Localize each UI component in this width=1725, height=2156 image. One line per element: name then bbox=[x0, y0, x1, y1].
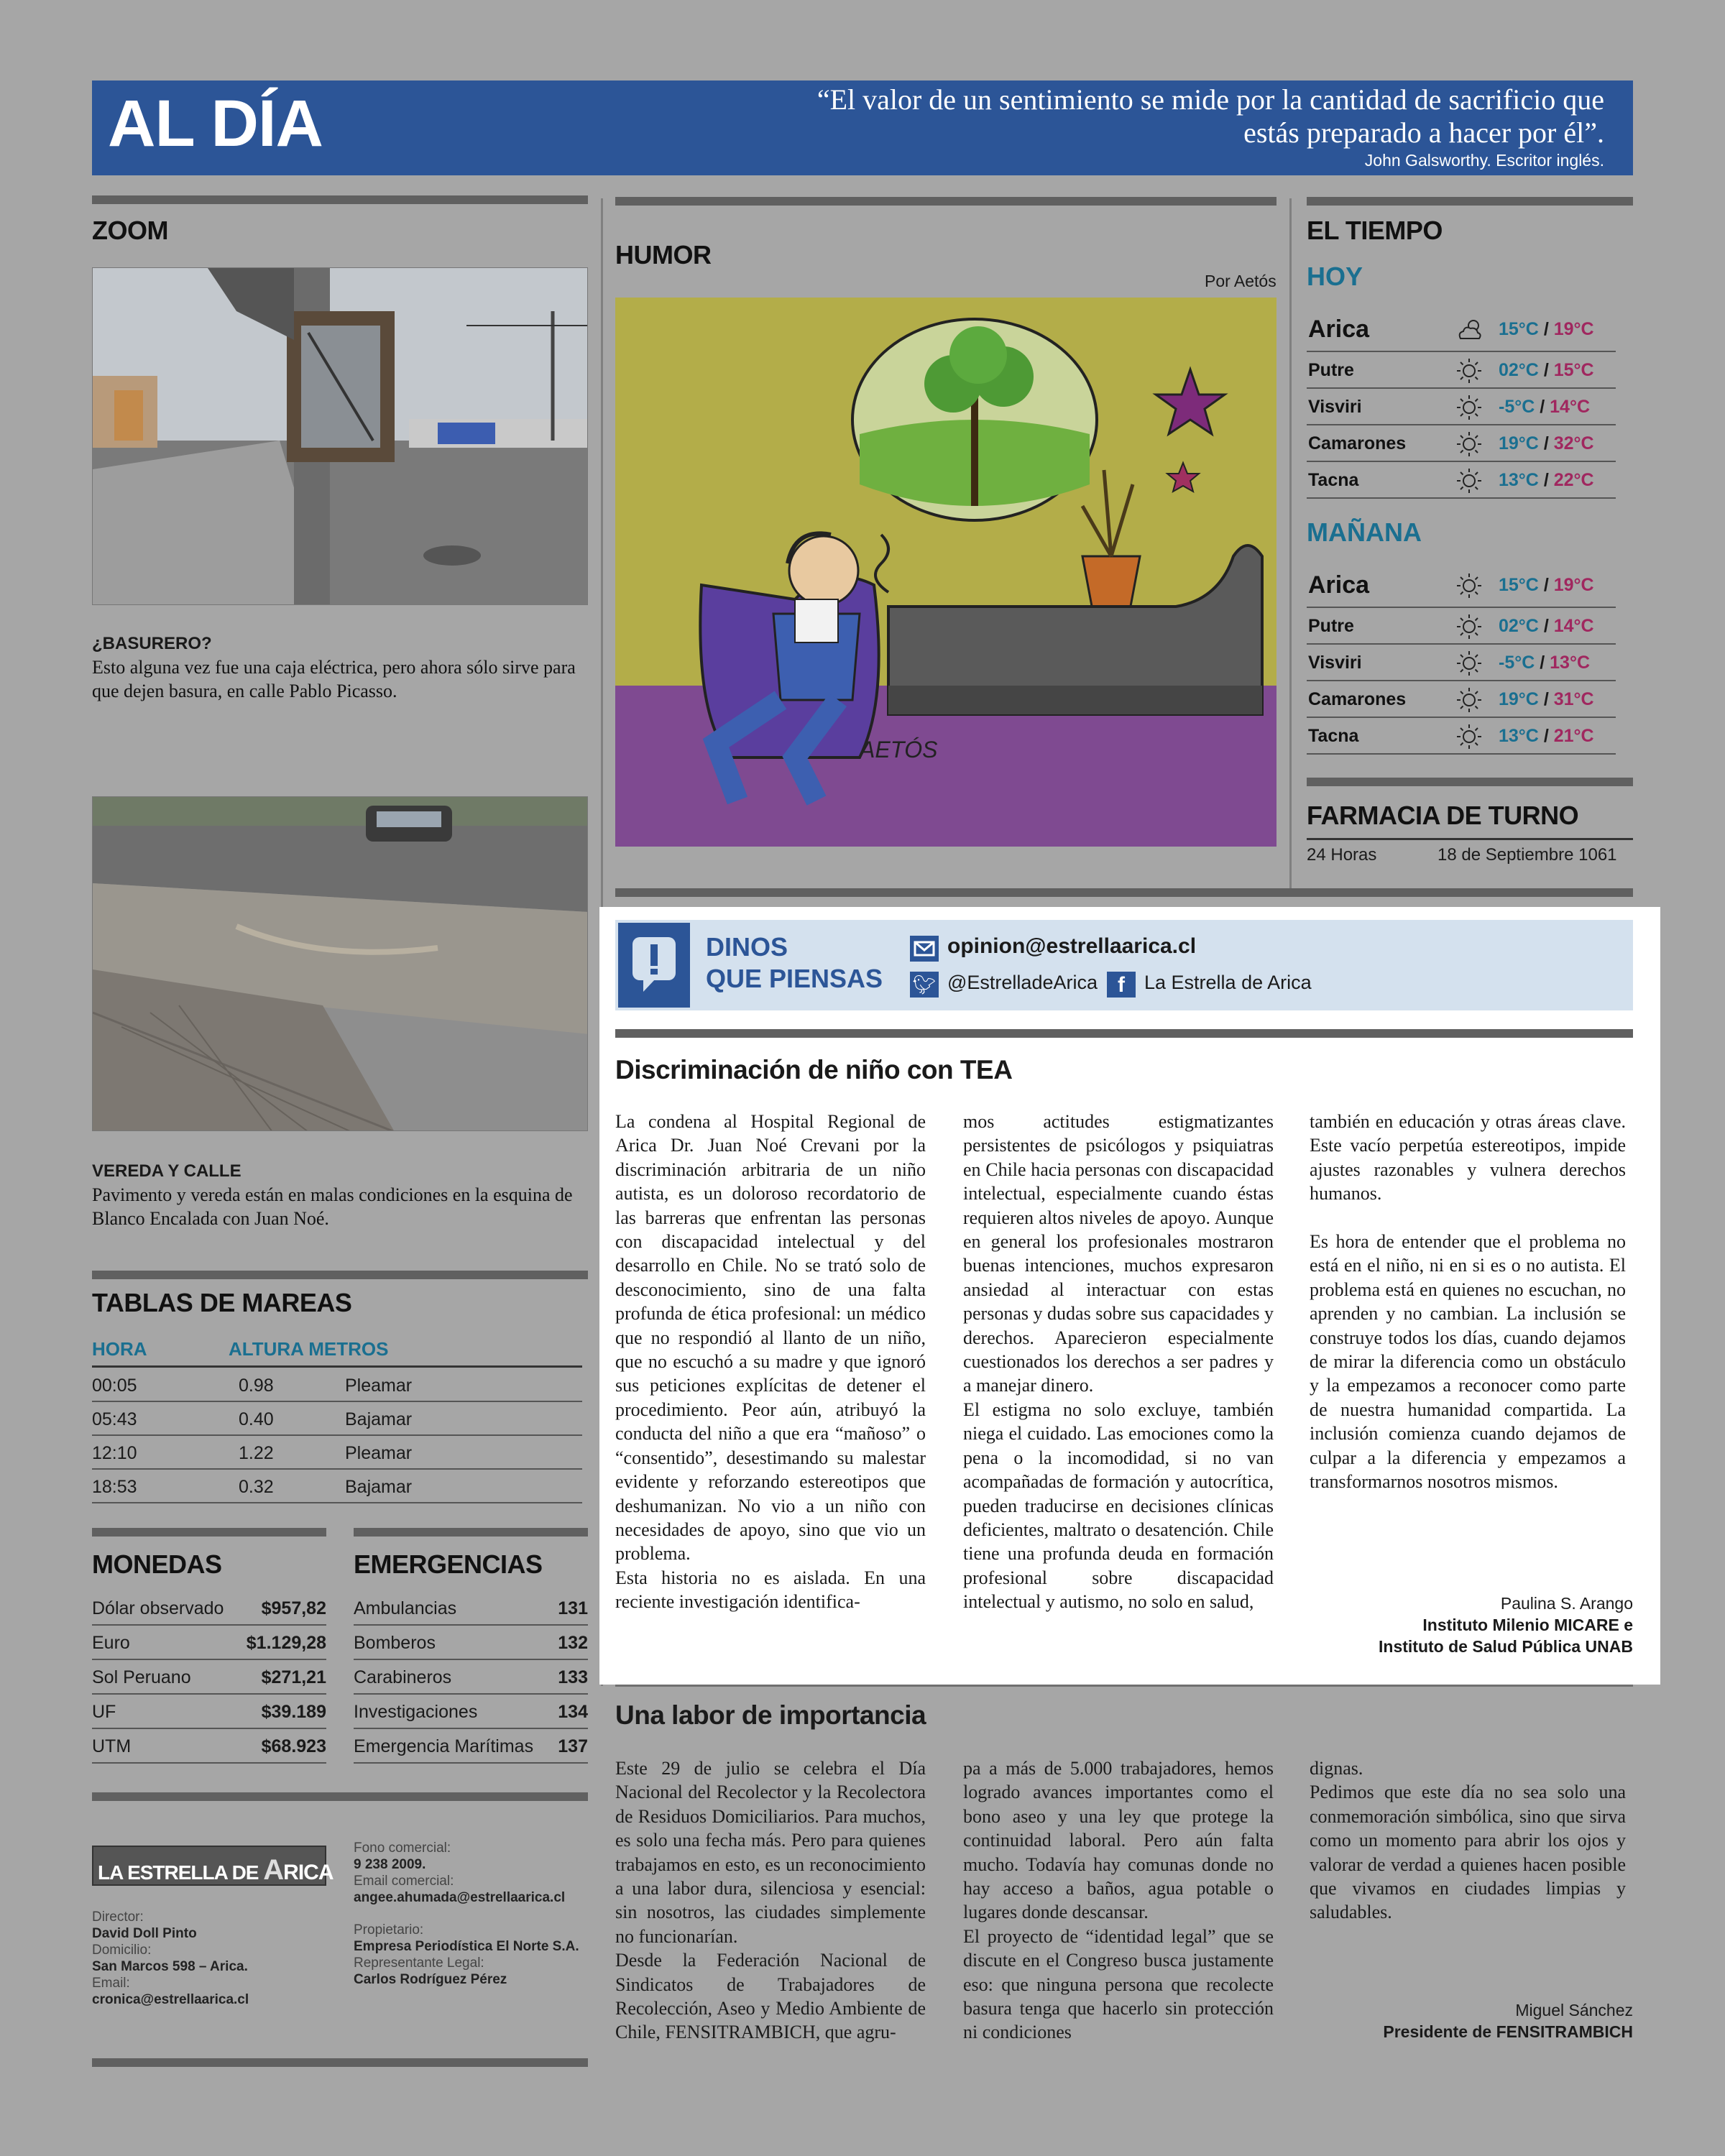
section-rule bbox=[92, 195, 588, 204]
tide-hour: 12:10 bbox=[92, 1443, 137, 1463]
header-quote: “El valor de un sentimiento se mide por la cantidad de sacrificio que estás preparado a hacer por él”. bbox=[816, 83, 1604, 149]
currency-value: $68.923 bbox=[261, 1736, 326, 1756]
weather-temps bbox=[1499, 397, 1590, 418]
comm-email-value[interactable]: angee.ahumada@estrellaarica.cl bbox=[354, 1890, 566, 1905]
cartoon-signature: AETÓS bbox=[860, 737, 938, 763]
temp-separator: / bbox=[1543, 616, 1549, 636]
weather-tomorrow-label: MAÑANA bbox=[1307, 517, 1422, 547]
sun-icon bbox=[1455, 649, 1484, 678]
logo-text: LA ESTRELLA DE ARICA bbox=[98, 1854, 334, 1886]
weather-max-temp: 14°C bbox=[1553, 616, 1594, 636]
director-name: David Doll Pinto bbox=[92, 1926, 197, 1941]
tide-type: Bajamar bbox=[345, 1477, 413, 1497]
letter2-column: dignas. Pedimos que este día no sea solo una conmemoración simbólica, sino que sirva como un momento para abrir los ojos y valorar de verdad a quienes hacen posible que vivamos en ciudades limpias y saludables. bbox=[1310, 1758, 1626, 1923]
tide-hour: 00:05 bbox=[92, 1376, 137, 1396]
weather-min-temp: 19°C bbox=[1499, 689, 1539, 709]
tides-col-height: ALTURA METROS bbox=[229, 1338, 389, 1360]
section-rule bbox=[615, 197, 1276, 206]
weather-temps bbox=[1499, 433, 1594, 454]
sun-icon bbox=[1455, 466, 1484, 495]
weather-city: Tacna bbox=[1308, 470, 1359, 490]
weather-today-label: HOY bbox=[1307, 262, 1363, 291]
section-rule bbox=[354, 1528, 588, 1537]
letter1-column: La condena al Hospital Regional de Arica Dr. Juan Noé Crevani por la discriminación arbitraria de un niño autista, es un doloroso recordatorio de las barreras que enfrentan las personas con discapacidad intelectual y del desarrollo en Chile. No se trató solo de desconocimiento, sino de una falta profunda de ética profesional: un médico que no respondió al llanto de un niño, que no escuchó a su madre y que ignoró sus peticiones explícitas de detener el procedimiento. Peor aún, atribuyó la conducta del niño a que era “mañoso” o “consentido”, desestimando su malestar evidente y reforzando estereotipos que deshumanizan. No vio a un niño con necesidades de apoyo, sino que vio un problema. Esta historia no es aislada. En una reciente investigación identifica- bbox=[615, 1111, 926, 1613]
comm-email-label: Email comercial: bbox=[354, 1874, 454, 1889]
weather-min-temp: -5°C bbox=[1499, 653, 1535, 673]
weather-row-tomorrow bbox=[1307, 563, 1616, 608]
weather-temps bbox=[1499, 689, 1594, 710]
section-rule bbox=[615, 888, 1633, 897]
weather-min-temp: 02°C bbox=[1499, 616, 1539, 636]
director-label: Director: bbox=[92, 1909, 144, 1925]
emergency-name: Carabineros bbox=[354, 1667, 452, 1687]
pharmacy-title: FARMACIA DE TURNO bbox=[1307, 801, 1579, 830]
quote-author: John Galsworthy. Escritor inglés. bbox=[1364, 151, 1604, 170]
weather-max-temp: 15°C bbox=[1553, 360, 1594, 380]
section-rule bbox=[615, 1029, 1633, 1038]
letter1-author: Paulina S. Arango bbox=[1500, 1594, 1633, 1613]
sun-icon bbox=[1455, 356, 1484, 385]
section-rule bbox=[92, 2058, 588, 2067]
zoom-photo-electric-box bbox=[92, 267, 588, 605]
emergency-title: EMERGENCIAS bbox=[354, 1549, 543, 1579]
zoom-item1-title: ¿BASURERO? bbox=[92, 634, 212, 653]
emergency-name: Ambulancias bbox=[354, 1598, 457, 1618]
temp-separator: / bbox=[1543, 360, 1549, 380]
weather-city: Camarones bbox=[1308, 433, 1407, 453]
weather-max-temp: 13°C bbox=[1550, 653, 1590, 673]
letter2-column: pa a más de 5.000 trabajadores, hemos logrado avances importantes como el bono aseo y una ley que protege la continuidad laboral. Pero aún falta mucho. Todavía hay comunas donde no hay acceso a baños, agua potable o lugares donde descansar. El proyecto de “identidad legal” que se discute en el Congreso busca justamente eso: que ninguna persona que recolecte basura tenga que hacerlo sin protección ni condiciones bbox=[963, 1758, 1274, 2043]
dinos-title-line2: QUE PIENSAS bbox=[706, 964, 883, 993]
currency-name: UF bbox=[92, 1702, 116, 1722]
letter2-column: Este 29 de julio se celebra el Día Nacional del Recolector y la Recolectora de Residuos Domiciliarios. Para muchos, es solo una fecha más. Pero para quienes trabajamos en esto, es un reconocimiento a una labor dura, silenciosa y esencial: sin nosotros, las ciudades simplemente no funcionarían. Desde la Federación Nacional de Sindicatos de Trabajadores de Recolección, Aseo y Medio Ambiente de Chile, FENSITRAMBICH, que agru- bbox=[615, 1758, 926, 2043]
emergency-row bbox=[354, 1626, 588, 1660]
weather-temps bbox=[1499, 726, 1594, 747]
tide-row bbox=[92, 1436, 582, 1470]
zoom-item1-caption: Esto alguna vez fue una caja eléctrica, pero ahora sólo sirve para que dejen basura, en calle Pablo Picasso. bbox=[92, 657, 576, 701]
weather-city: Arica bbox=[1308, 571, 1370, 599]
zoom-photo-sidewalk bbox=[92, 796, 588, 1131]
weather-city: Putre bbox=[1308, 616, 1354, 636]
twitter-icon: 🐦︎ bbox=[910, 972, 939, 998]
tide-height: 0.98 bbox=[239, 1376, 274, 1396]
owner-value: Empresa Periodística El Norte S.A. bbox=[354, 1939, 579, 1954]
tide-type: Pleamar bbox=[345, 1443, 413, 1463]
currency-row bbox=[92, 1660, 326, 1695]
dinos-title-line1: DINOS bbox=[706, 932, 788, 962]
emergency-number: 137 bbox=[558, 1736, 588, 1756]
section-rule bbox=[92, 1271, 588, 1279]
section-rule bbox=[92, 1792, 588, 1801]
zoom-item2-caption: Pavimento y vereda están en malas condiciones en la esquina de Blanco Encalada con Juan Noé. bbox=[92, 1184, 573, 1229]
weather-min-temp: 13°C bbox=[1499, 726, 1539, 746]
letter1-signature bbox=[1379, 1593, 1633, 1657]
table-header-rule bbox=[92, 1365, 582, 1368]
temp-separator: / bbox=[1543, 470, 1549, 490]
tides-title: TABLAS DE MAREAS bbox=[92, 1288, 352, 1317]
weather-city: Camarones bbox=[1308, 689, 1407, 709]
speech-exclamation-icon bbox=[618, 923, 690, 1008]
temp-separator: / bbox=[1540, 397, 1545, 417]
letter2-author: Miguel Sánchez bbox=[1515, 2001, 1633, 2019]
sun-icon bbox=[1455, 612, 1484, 641]
temp-separator: / bbox=[1543, 575, 1549, 595]
weather-temps bbox=[1499, 319, 1594, 340]
weather-max-temp: 31°C bbox=[1553, 689, 1594, 709]
pharmacy-hours: 24 Horas bbox=[1307, 845, 1377, 865]
weather-row-tomorrow bbox=[1307, 608, 1616, 645]
letter1-title: Discriminación de niño con TEA bbox=[615, 1055, 1013, 1084]
emergency-name: Investigaciones bbox=[354, 1702, 478, 1722]
weather-row-today bbox=[1307, 425, 1616, 462]
tide-height: 0.32 bbox=[239, 1477, 274, 1497]
pharmacy-address: 18 de Septiembre 1061 bbox=[1438, 845, 1617, 865]
humor-cartoon bbox=[615, 298, 1276, 847]
weather-min-temp: 15°C bbox=[1499, 319, 1539, 339]
weather-city: Visviri bbox=[1308, 653, 1362, 673]
weather-temps bbox=[1499, 470, 1594, 491]
legal-value: Carlos Rodríguez Pérez bbox=[354, 1972, 507, 1987]
emergency-number: 131 bbox=[558, 1598, 588, 1618]
weather-row-today bbox=[1307, 462, 1616, 499]
column-divider bbox=[1289, 198, 1292, 888]
weather-max-temp: 21°C bbox=[1553, 726, 1594, 746]
weather-temps bbox=[1499, 653, 1590, 673]
twitter-link[interactable]: @EstrelladeArica bbox=[947, 972, 1098, 993]
weather-row-tomorrow bbox=[1307, 681, 1616, 718]
newspaper-logo bbox=[92, 1846, 334, 1886]
emergency-name: Bomberos bbox=[354, 1633, 436, 1653]
weather-min-temp: -5°C bbox=[1499, 397, 1535, 417]
letter2-signature bbox=[1383, 1999, 1633, 2042]
section-rule bbox=[92, 1528, 326, 1537]
currency-title: MONEDAS bbox=[92, 1549, 222, 1579]
currency-row bbox=[92, 1695, 326, 1729]
tide-type: Pleamar bbox=[345, 1376, 413, 1396]
weather-min-temp: 19°C bbox=[1499, 433, 1539, 453]
humor-title: HUMOR bbox=[615, 240, 712, 270]
emergency-number: 134 bbox=[558, 1702, 588, 1722]
tide-type: Bajamar bbox=[345, 1409, 413, 1429]
masthead-commercial bbox=[354, 1840, 579, 1988]
weather-row-today bbox=[1307, 389, 1616, 425]
facebook-icon: f bbox=[1107, 972, 1136, 998]
tide-hour: 18:53 bbox=[92, 1477, 137, 1497]
currency-value: $39.189 bbox=[261, 1702, 326, 1722]
currency-row bbox=[92, 1591, 326, 1626]
letter2-affiliation: Presidente de FENSITRAMBICH bbox=[1383, 2022, 1633, 2041]
currency-name: Dólar observado bbox=[92, 1598, 224, 1618]
weather-max-temp: 32°C bbox=[1553, 433, 1594, 453]
tides-col-hour: HORA bbox=[92, 1338, 147, 1360]
section-title: AL DÍA bbox=[108, 87, 323, 160]
sun-icon bbox=[1455, 430, 1484, 459]
temp-separator: / bbox=[1543, 689, 1549, 709]
section-rule bbox=[615, 1685, 1633, 1687]
emergency-name: Emergencia Marítimas bbox=[354, 1736, 534, 1756]
weather-temps bbox=[1499, 616, 1594, 637]
facebook-link[interactable]: La Estrella de Arica bbox=[1144, 972, 1312, 993]
currency-row bbox=[92, 1626, 326, 1660]
tide-hour: 05:43 bbox=[92, 1409, 137, 1429]
section-rule bbox=[1307, 197, 1633, 206]
address-value: San Marcos 598 – Arica. bbox=[92, 1959, 248, 1974]
weather-max-temp: 22°C bbox=[1553, 470, 1594, 490]
weather-title: EL TIEMPO bbox=[1307, 216, 1443, 245]
emergency-row bbox=[354, 1591, 588, 1626]
weather-min-temp: 15°C bbox=[1499, 575, 1539, 595]
mail-icon bbox=[910, 936, 939, 962]
currency-value: $271,21 bbox=[261, 1667, 326, 1687]
emergency-number: 133 bbox=[558, 1667, 588, 1687]
tide-row bbox=[92, 1402, 582, 1436]
tide-height: 0.40 bbox=[239, 1409, 274, 1429]
emergency-row bbox=[354, 1660, 588, 1695]
section-rule bbox=[1307, 778, 1633, 786]
opinion-email-link[interactable]: opinion@estrellaarica.cl bbox=[947, 934, 1197, 958]
owner-label: Propietario: bbox=[354, 1922, 424, 1938]
letter1-column: mos actitudes estigmatizantes persistentes de psicólogos y psiquiatras en Chile hacia personas con discapacidad intelectual, especialmente cuando éstas requieren altos niveles de apoyo. Aunque en general los profesionales mostraron buenas intenciones, muchos expresaron ansiedad al interactuar con estas personas y dudas sobre sus capacidades y derechos. Aparecieron especialmente cuestionados los derechos a ser padres y a manejar dinero. El estigma no solo excluye, también niega el cuidado. Las emociones como la pena o la incomodidad, si no van acompañadas de formación y autocrítica, pueden traducirse en decisiones clínicas deficientes, maltrato o desatención. Chile tiene una profunda deuda en formación profesional sobre discapacidad intelectual y autismo, no solo en salud, bbox=[963, 1111, 1274, 1613]
weather-temps bbox=[1499, 575, 1594, 596]
weather-min-temp: 02°C bbox=[1499, 360, 1539, 380]
weather-row-today bbox=[1307, 308, 1616, 352]
weather-row-tomorrow bbox=[1307, 645, 1616, 681]
weather-city: Visviri bbox=[1308, 397, 1362, 417]
temp-separator: / bbox=[1543, 433, 1549, 453]
sun-icon bbox=[1455, 686, 1484, 714]
emergency-row bbox=[354, 1729, 588, 1764]
partly-cloudy-icon bbox=[1455, 315, 1484, 344]
currency-row bbox=[92, 1729, 326, 1764]
letter1-column: también en educación y otras áreas clave. Este vacío perpetúa estereotipos, impide ajustes razonables y vulnera derechos humanos. Es hora de entender que el problema no está en el niño, ni en si es o no autista. El problema está en quienes no escuchan, no aprenden y no cambian. La inclusión se construye todos los días, cuando dejamos de mirar la diferencia como un obstáculo y la empezamos a reconocer como parte de nuestra humanidad compartida. La inclusión comienza cuando dejamos de culpar a la diferencia y empezamos a transformarnos nosotros mismos. bbox=[1310, 1111, 1626, 1493]
pharmacy-rule bbox=[1307, 838, 1633, 840]
currency-name: UTM bbox=[92, 1736, 132, 1756]
weather-city: Arica bbox=[1308, 315, 1370, 343]
weather-min-temp: 13°C bbox=[1499, 470, 1539, 490]
temp-separator: / bbox=[1543, 319, 1549, 339]
phone-label: Fono comercial: bbox=[354, 1841, 451, 1856]
weather-max-temp: 14°C bbox=[1550, 397, 1590, 417]
email-value[interactable]: cronica@estrellaarica.cl bbox=[92, 1992, 249, 2007]
weather-row-today bbox=[1307, 352, 1616, 389]
weather-city: Putre bbox=[1308, 360, 1354, 380]
weather-temps bbox=[1499, 360, 1594, 381]
dinos-title bbox=[706, 931, 883, 995]
tide-height: 1.22 bbox=[239, 1443, 274, 1463]
sun-icon bbox=[1455, 393, 1484, 422]
currency-name: Euro bbox=[92, 1633, 130, 1653]
letter1-affiliation: Instituto de Salud Pública UNAB bbox=[1379, 1637, 1633, 1656]
tide-row bbox=[92, 1470, 582, 1503]
zoom-item2-title: VEREDA Y CALLE bbox=[92, 1161, 242, 1181]
masthead-staff bbox=[92, 1909, 249, 2008]
sun-icon bbox=[1455, 571, 1484, 600]
temp-separator: / bbox=[1540, 653, 1545, 673]
weather-city: Tacna bbox=[1308, 726, 1359, 746]
weather-max-temp: 19°C bbox=[1553, 319, 1594, 339]
emergency-row bbox=[354, 1695, 588, 1729]
address-label: Domicilio: bbox=[92, 1943, 152, 1958]
emergency-number: 132 bbox=[558, 1633, 588, 1653]
letter2-title: Una labor de importancia bbox=[615, 1700, 926, 1730]
weather-row-tomorrow bbox=[1307, 718, 1616, 755]
sun-icon bbox=[1455, 722, 1484, 751]
currency-value: $957,82 bbox=[261, 1598, 326, 1618]
tide-row bbox=[92, 1368, 582, 1402]
letter1-affiliation: Instituto Milenio MICARE e bbox=[1422, 1616, 1633, 1634]
legal-label: Representante Legal: bbox=[354, 1955, 484, 1971]
currency-name: Sol Peruano bbox=[92, 1667, 191, 1687]
currency-value: $1.129,28 bbox=[246, 1633, 326, 1653]
zoom-title: ZOOM bbox=[92, 216, 168, 245]
temp-separator: / bbox=[1543, 726, 1549, 746]
email-label: Email: bbox=[92, 1976, 130, 1991]
phone-value: 9 238 2009. bbox=[354, 1857, 426, 1872]
humor-author: Por Aetós bbox=[1205, 272, 1276, 290]
weather-max-temp: 19°C bbox=[1553, 575, 1594, 595]
